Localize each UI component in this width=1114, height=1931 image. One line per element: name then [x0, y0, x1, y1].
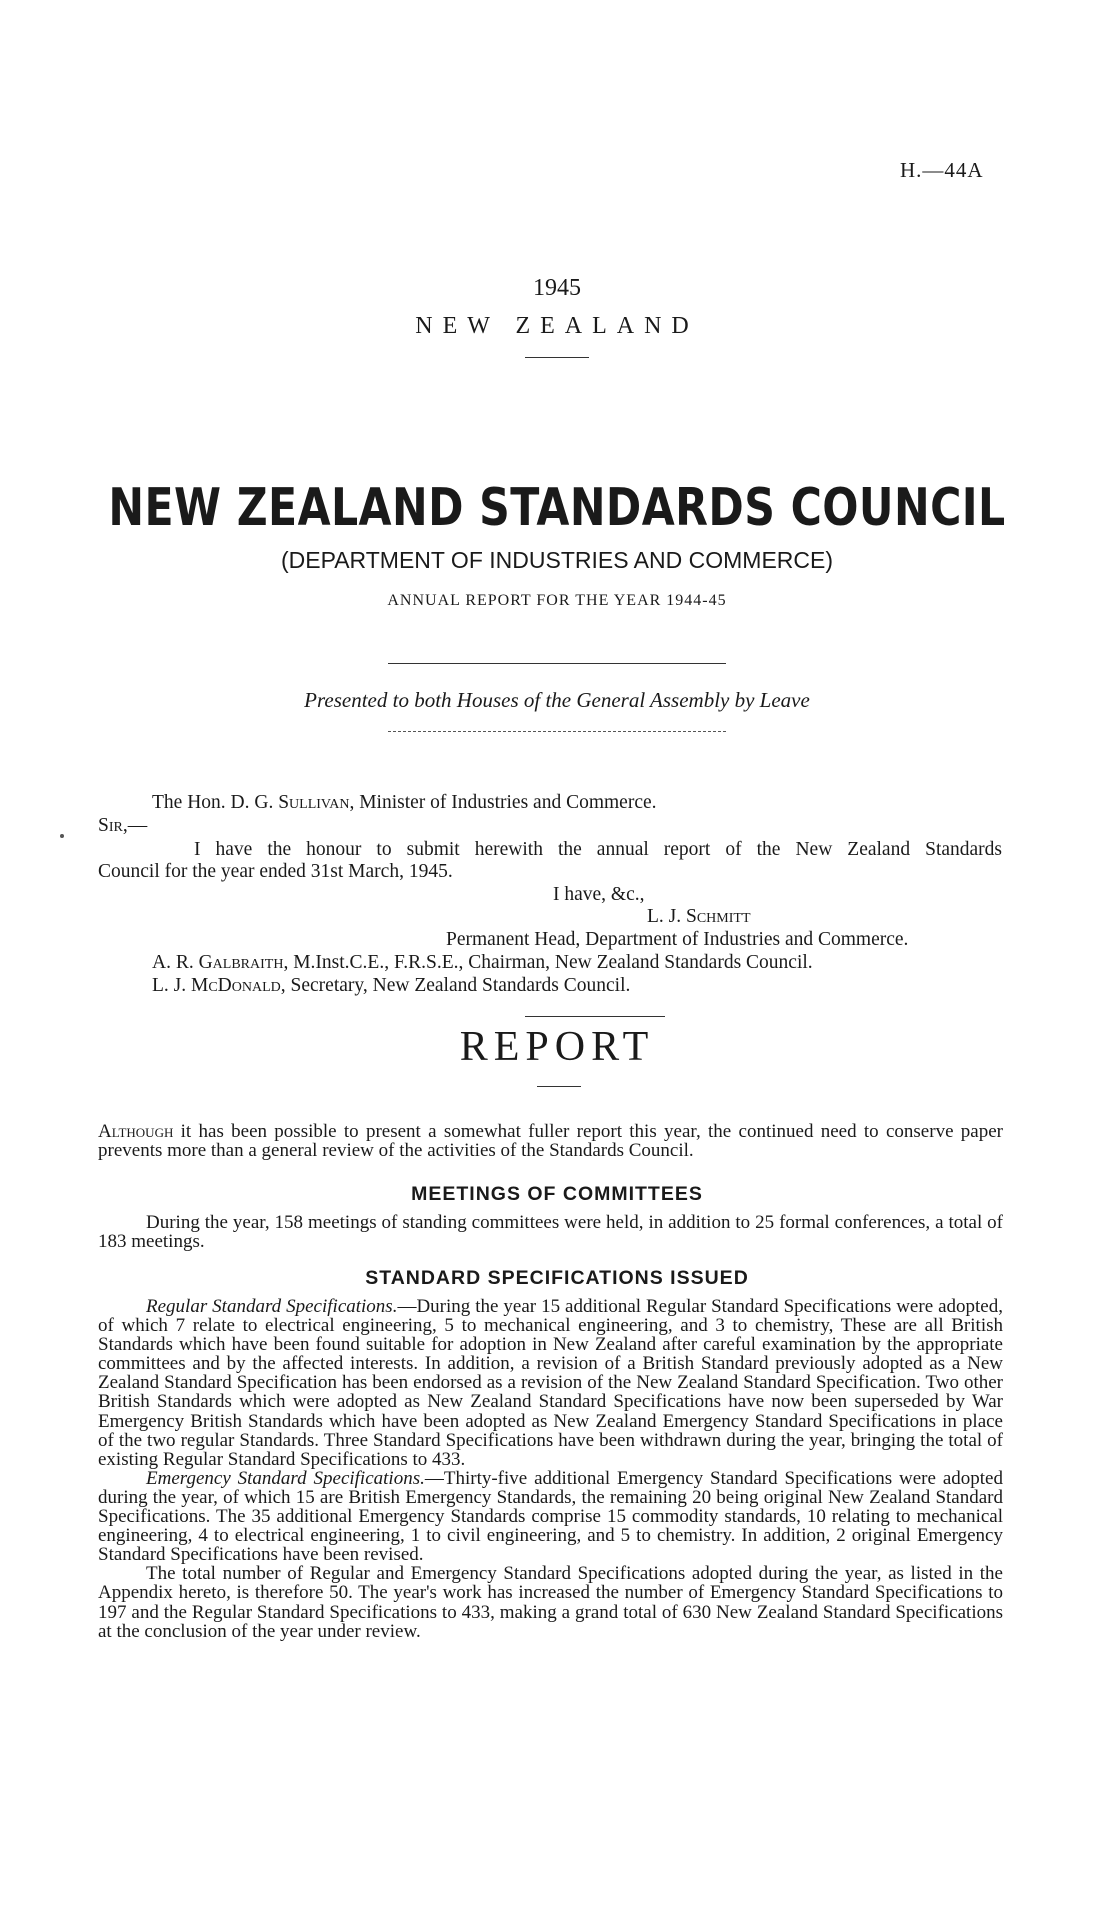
addressee-name: Sullivan	[278, 792, 350, 813]
divider	[525, 357, 589, 358]
regular-label: Regular Standard Specifications.	[146, 1296, 398, 1317]
signer-line	[647, 906, 751, 928]
letter-body-line-1: I have the honour to submit herewith the annual report of the New Zealand Standards	[194, 839, 1002, 860]
signer-name: Schmitt	[686, 906, 751, 927]
divider	[537, 1086, 581, 1087]
intro-text: it has been possible to present a somewhat fuller report this year, the continued need to conserve paper prevents more than a general review of the activities of the Standards Council.	[98, 1121, 1003, 1162]
cc-line-2	[152, 975, 630, 997]
salutation: Sir,—	[98, 815, 148, 836]
addressee-suffix: , Minister of Industries and Commerce.	[349, 792, 657, 813]
cc-line-1	[152, 952, 813, 974]
cc2-name: McDonald	[191, 975, 281, 996]
letter-closing: I have, &c.,	[553, 884, 645, 905]
emergency-text: —Thirty-five additional Emergency Standard Specifications were adopted during the year, of which 15 are British Emergency Standards, the remaining 20 being original New Zealand Standard Specifications. The 35 additional Emergency Standards comprise 15 commodity standards, 10 relating to mechanical engineering, 4 to electrical engineering, 1 to civil engineering, and 5 to chemistry. In addition, 2 original Emergency Standard Specifications have been revised.	[98, 1467, 1003, 1566]
divider	[525, 1016, 665, 1017]
specifications-heading: STANDARD SPECIFICATIONS ISSUED	[365, 1267, 749, 1289]
total-text: The total number of Regular and Emergency Standard Specifications adopted during the year, as listed in the Appendix hereto, is therefore 50. The year's work has increased the number of Emergency Standard Specifications to 197 and the Regular Standard Specifications to 433, making a grand total of 630 New Zealand Standard Specifications at the conclusion of the year under review.	[98, 1563, 1003, 1642]
presented-line: Presented to both Houses of the General Assembly by Leave	[304, 688, 810, 712]
meetings-paragraph	[98, 1213, 1003, 1251]
page-title: NEW ZEALAND STANDARDS COUNCIL	[108, 478, 1006, 538]
country-name: NEW ZEALAND	[415, 313, 699, 339]
cc1-name: Galbraith	[198, 952, 284, 973]
emergency-label: Emergency Standard Specifications.	[146, 1467, 425, 1489]
letter-body-line-2: Council for the year ended 31st March, 1945.	[98, 861, 453, 882]
department-subtitle: (DEPARTMENT OF INDUSTRIES AND COMMERCE)	[280, 547, 834, 573]
cc1-initials: A. R.	[152, 952, 199, 973]
specifications-body	[98, 1297, 1003, 1641]
divider	[388, 663, 726, 664]
regular-text: —During the year 15 additional Regular Standard Specifications were adopted, of which 7 relate to electrical engineering, 5 to mechanical engineering, and 3 to chemistry, These are all British Standards which have been found suitable for adoption in New Zealand after careful examination by the appropriate committees and by the affected interests. In addition, a revision of a British Standard previously adopted as a New Zealand Standard Specification has been endorsed as a revision of the New Zealand Standard Specification. Two other British Standards which were adopted as New Zealand Standard Specifications have now been superseded by War Emergency British Standards which have been adopted as New Zealand Emergency Standard Specifications in place of the two regular Standards. Three Standard Specifications have been withdrawn during the year, bringing the total of existing Regular Standard Specifications to 433.	[98, 1296, 1003, 1470]
cc2-rest: , Secretary, New Zealand Standards Council.	[280, 975, 631, 996]
meetings-heading: MEETINGS OF COMMITTEES	[411, 1183, 703, 1205]
meetings-text: During the year, 158 meetings of standing committees were held, in addition to 25 formal conferences, a total of 183 meetings.	[98, 1212, 1003, 1253]
addressee-line	[152, 792, 657, 814]
annual-report-line: ANNUAL REPORT FOR THE YEAR 1944-45	[387, 592, 727, 609]
document-reference: H.—44A	[900, 158, 984, 182]
cc2-initials: L. J.	[152, 975, 191, 996]
signer-initials: L. J.	[647, 906, 686, 927]
cc1-rest: , M.Inst.C.E., F.R.S.E., Chairman, New Zealand Standards Council.	[283, 952, 813, 973]
report-heading: REPORT	[459, 1024, 655, 1070]
signer-title: Permanent Head, Department of Industries and Commerce.	[446, 929, 909, 950]
divider	[388, 731, 726, 732]
publication-year: 1945	[533, 275, 581, 301]
margin-mark	[60, 834, 64, 838]
intro-paragraph	[98, 1122, 1003, 1160]
intro-lead: Although	[98, 1121, 174, 1142]
addressee-prefix: The Hon. D. G.	[152, 792, 279, 813]
